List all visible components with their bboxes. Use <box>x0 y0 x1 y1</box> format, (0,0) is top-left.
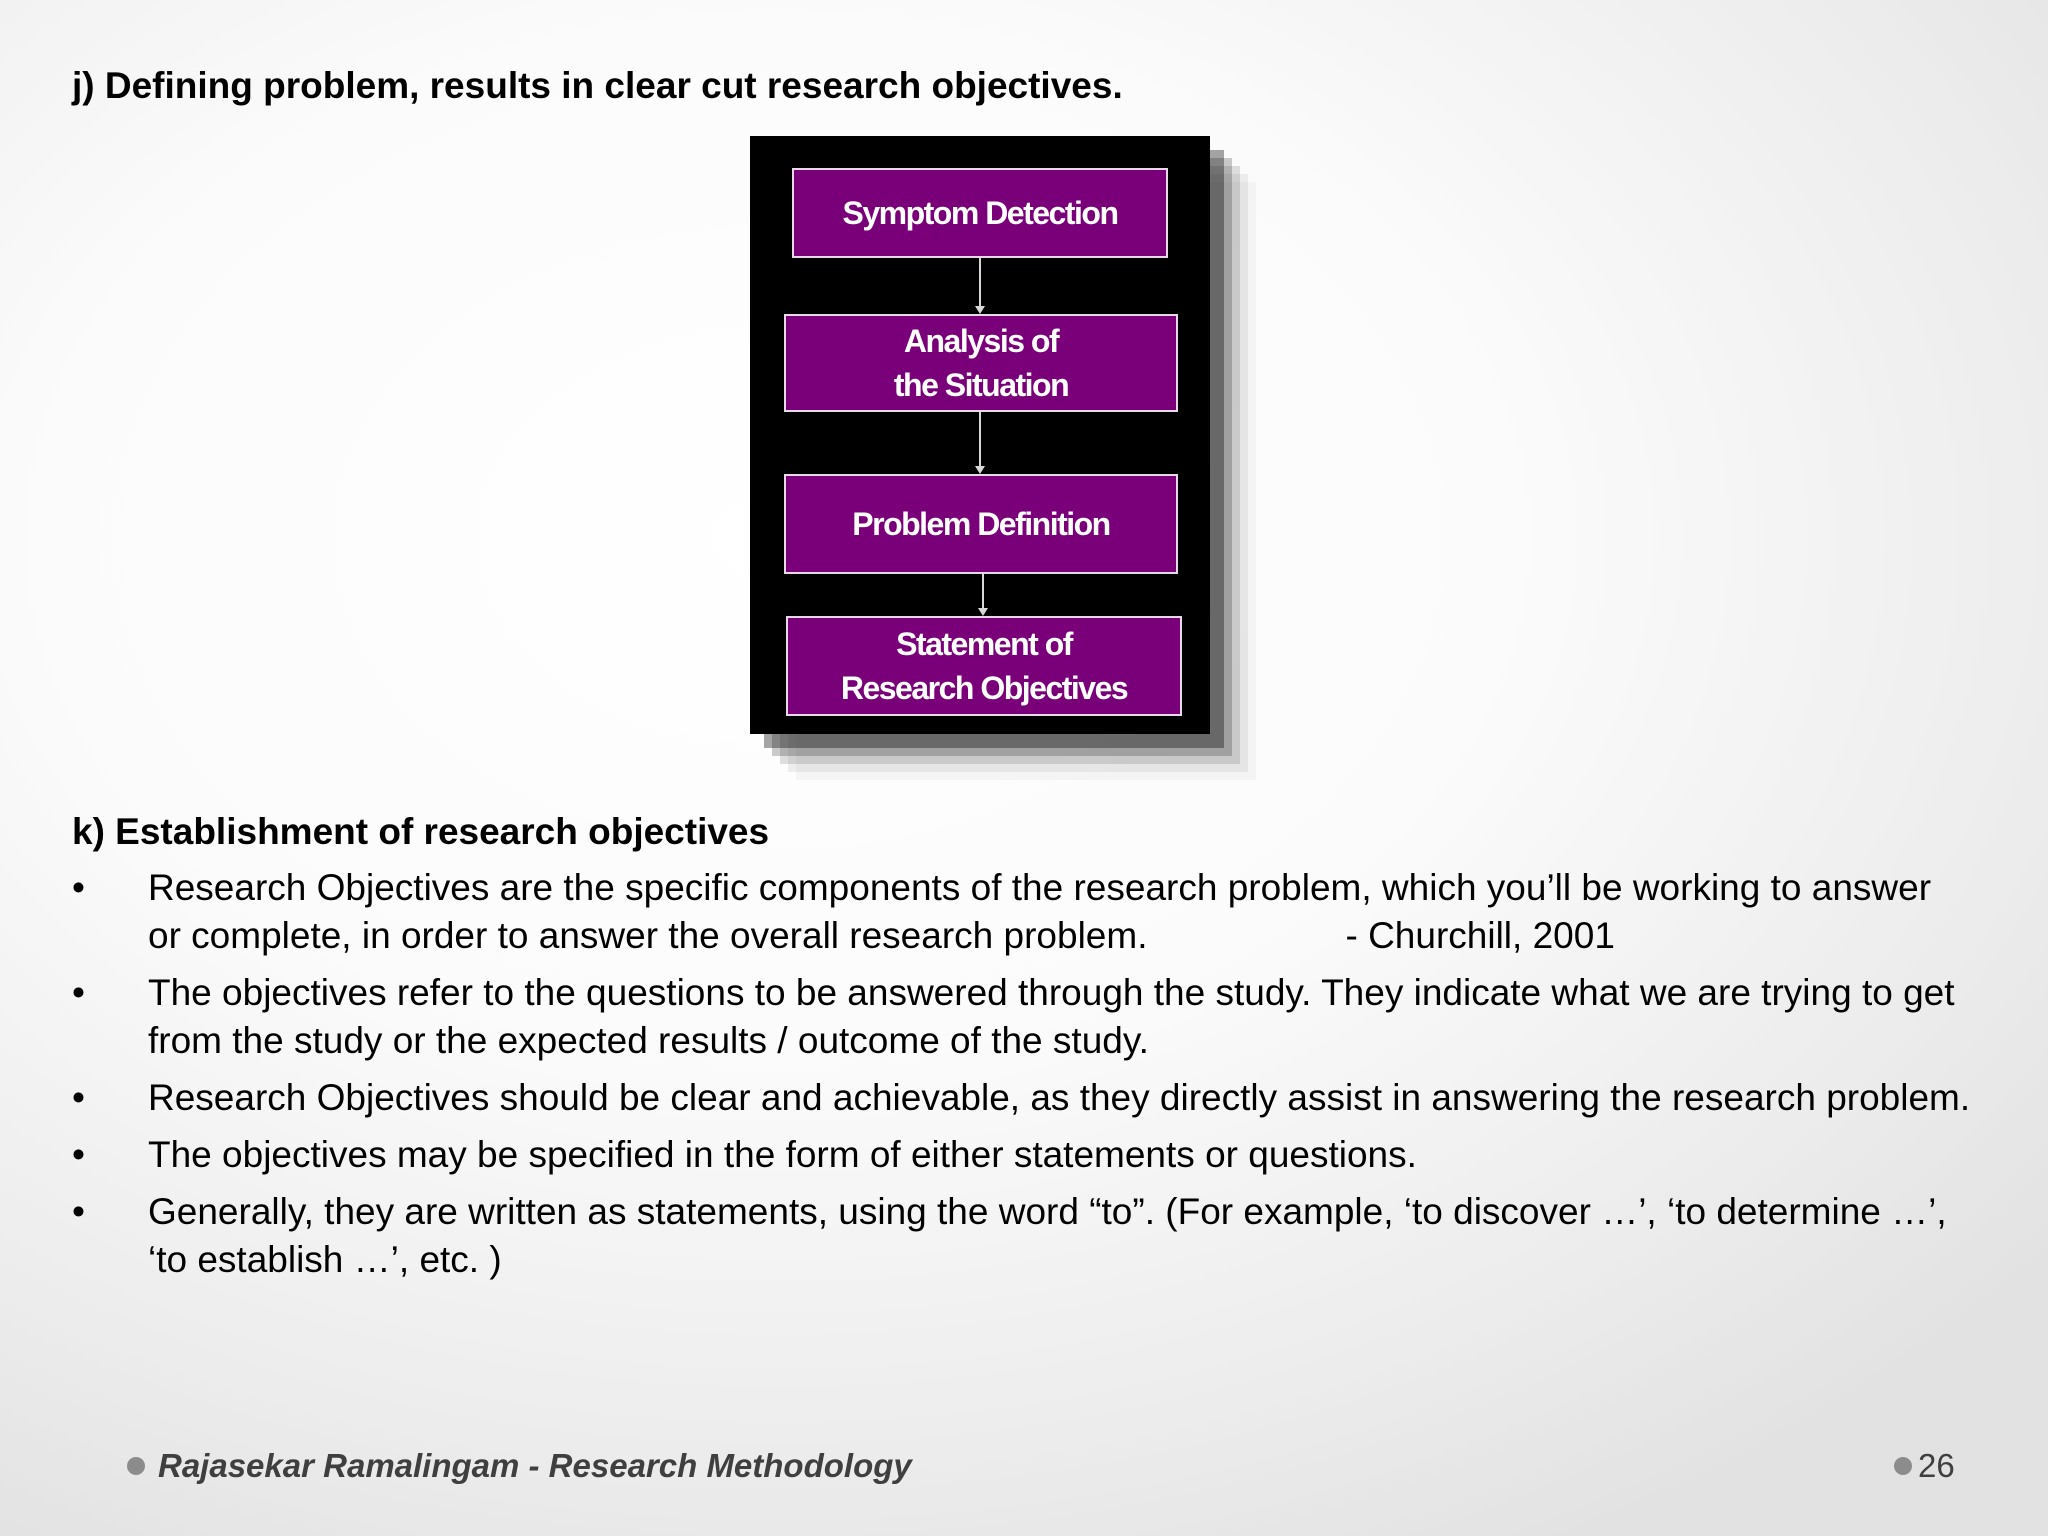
flowchart-arrow <box>982 574 984 614</box>
footer-bullet-icon <box>127 1457 145 1475</box>
footer-author-course: Rajasekar Ramalingam - Research Methodology <box>158 1447 912 1484</box>
list-item <box>72 1131 1972 1179</box>
list-item <box>72 969 1972 1065</box>
bullet-text: The objectives may be specified in the form of either statements or questions. <box>148 1134 1417 1175</box>
page-number: 26 <box>1918 1447 1955 1484</box>
bullet-icon: • <box>72 1134 85 1175</box>
bullet-icon: • <box>72 972 85 1013</box>
section-j-heading: j) Defining problem, results in clear cut research objectives. <box>72 65 1123 106</box>
flowchart-step-problem-definition: Problem Definition <box>784 474 1178 574</box>
bullet-icon: • <box>72 1191 85 1232</box>
flowchart-step-statement-of-objectives: Statement of Research Objectives <box>786 616 1182 716</box>
flowchart-arrow <box>979 412 981 472</box>
bullet-text: Generally, they are written as statements, using the word “to”. (For example, ‘to discover …’, ‘to determine …’, ‘to establish …’, etc. ) <box>148 1191 1947 1280</box>
section-k-heading: k) Establishment of research objectives <box>72 811 770 852</box>
list-item <box>72 1188 1972 1284</box>
list-item <box>72 1074 1972 1122</box>
flowchart-step-analysis-of-situation: Analysis of the Situation <box>784 314 1178 412</box>
flowchart-arrow <box>979 258 981 312</box>
flowchart-step-symptom-detection: Symptom Detection <box>792 168 1168 258</box>
objectives-bullet-list <box>72 864 1972 1293</box>
bullet-icon: • <box>72 1077 85 1118</box>
page-number-bullet-icon <box>1894 1457 1912 1475</box>
citation: - Churchill, 2001 <box>1345 915 1615 956</box>
list-item <box>72 864 1972 960</box>
bullet-text: The objectives refer to the questions to be answered through the study. They indicate what we are trying to get from the study or the expected results / outcome of the study. <box>148 972 1955 1061</box>
bullet-text: Research Objectives are the specific components of the research problem, which you’ll be working to answer or complete, in order to answer the overall research problem. <box>148 867 1932 956</box>
bullet-text: Research Objectives should be clear and achievable, as they directly assist in answering the research problem. <box>148 1077 1971 1118</box>
bullet-icon: • <box>72 867 85 908</box>
